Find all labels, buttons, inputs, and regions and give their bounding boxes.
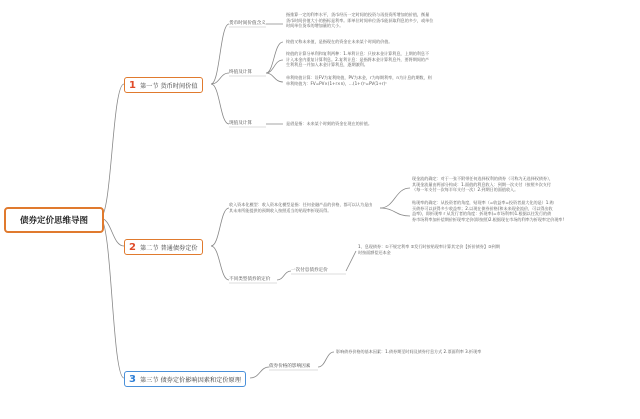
branch-s3-factor <box>250 367 269 378</box>
s1-calc-line: 单利终值计算：设FV为复利终值，PV为本金，r为每期利率，n为计息的期数，则 <box>286 75 432 80</box>
s2-model-line: 其未来所能提供的预期收入按照适当的贴现率折现而得。 <box>229 207 332 213</box>
branch-s2-model <box>211 208 229 246</box>
branch-root-s3 <box>100 218 124 378</box>
section-1[interactable] <box>124 77 203 93</box>
s1-calc-line: 单利终值为：FV=PV×(1+r×n)，…(1+r)ⁿ=PV(1+r)ⁿ <box>286 80 387 86</box>
s2-model-line: 收入资本化模型：收入资本化模型是指：任何金融产品的价格，都可以认为是由 <box>229 202 373 207</box>
s1-pv-text <box>286 121 471 127</box>
s3-factor-label[interactable]: 债券价格的影响因素 <box>269 364 311 369</box>
s1-calc-text-1 <box>286 39 471 45</box>
s1-calc-line: 终值的计算分单利和复利两种：1.单利计息：只按本金计算利息，上期的利息不 <box>286 51 430 56</box>
s1-concept-text <box>286 12 471 29</box>
s1-concept-label[interactable]: 货币时间价值含义 <box>229 21 266 26</box>
branch-root-s1 <box>100 84 124 218</box>
section-3-number: 3 <box>129 373 136 385</box>
s2-model-label[interactable] <box>229 202 381 213</box>
s2-cashflow-line: 其现金流量由两部分构成：1.面值的利息收入：到期一次支付（按照多次支付 <box>412 181 551 187</box>
section-3[interactable] <box>124 371 246 387</box>
s2-cashflow-line: 现金流的确定：对于一张不附带任何选择权利的债券（可称为无选择权债券）， <box>412 176 554 181</box>
s2-onetime-line: 1、息现债券：①不规定利率 ②发行时按贴现率计算其定价【折价债券】③到期 <box>358 244 500 249</box>
s1-calc-line: 终值又称未来值，是指现在的资金在未来某个时间的价值。 <box>286 39 393 44</box>
section-3-label: 第三节 债券定价影响因素和定价原理 <box>139 376 241 384</box>
branch-s1-concept <box>211 24 229 84</box>
s2-cashflow-text <box>412 176 602 193</box>
s1-pv-label[interactable]: 现值及计算 <box>229 121 252 126</box>
s1-concept-line: 指推算一定的利率水平，货币经历一定时间的投资与再投资所增加的价值，衡量 <box>286 12 430 17</box>
s2-discount-line: 贴现率的确定：从投资者的角度，贴现率（=收益率=投资者最大化的是）1.购 <box>412 200 554 205</box>
s1-pv-line: 是借是指：未来某个时刻的资金在现在的价值。 <box>286 121 372 126</box>
s2-discount-line: 券市场利率加补偿期价折现率定价(即按照)2.根据现在市场的利率为折现率定价现率! <box>412 216 565 222</box>
s2-onetime-line: 时按面额偿还本金 <box>358 249 391 255</box>
s2-onetime-text <box>358 244 558 255</box>
s2-discount-line: 益率)，即折现率 r 从发行者的角度：折现率(=市场利率)1.根据以往发行的债 <box>412 211 552 217</box>
section-1-label: 第一节 货币时间价值 <box>139 82 198 90</box>
section-2[interactable] <box>124 239 203 255</box>
s1-calc-line: 生利利息一并加入本金计算利息，逐期滚利。 <box>286 62 368 68</box>
branch-s1-pv <box>211 84 229 124</box>
s1-calc-text-3 <box>286 75 471 86</box>
s3-factor-line: 影响债券价格的基本因素：1.债券期至时间及债券付息方式 2.票面利率 3.折现率 <box>336 349 482 354</box>
section-2-label: 第二节 普通债券定价 <box>139 244 198 252</box>
branch-s2-types <box>211 246 229 280</box>
s1-concept-line: 时间单位货币的增加量的大小。 <box>286 23 344 29</box>
section-1-number: 1 <box>129 79 136 91</box>
s1-concept-line: 货币时间价值大小的指标是利率。即单位时间单位货币能获取利息的多少，或单位 <box>286 17 434 23</box>
s1-calc-line: 计入本金内重复计算利息。2.复利计息：是指将本金计算利息外，要将期间的产 <box>286 56 430 62</box>
s2-cashflow-line: （每一年支付一次每半年支付一次）2.到期日的面值收入。 <box>412 187 519 193</box>
s2-discount-line: 买债券可以获得多少收益率；2.以现在债券价格(和未来现金流价，可以得出收 <box>412 205 553 211</box>
s2-discount-text <box>412 200 602 222</box>
s3-factor-text <box>336 349 546 355</box>
section-2-number: 2 <box>129 241 136 253</box>
root-title[interactable]: 债券定价思维导图 <box>4 207 104 233</box>
s1-calc-label[interactable]: 终值及计算 <box>229 70 252 75</box>
s2-onetime-label[interactable]: 一次付息债券定价 <box>291 268 328 273</box>
s1-calc-text-2 <box>286 51 471 68</box>
s2-types-label[interactable]: 不同类型债券的定价 <box>229 277 271 282</box>
